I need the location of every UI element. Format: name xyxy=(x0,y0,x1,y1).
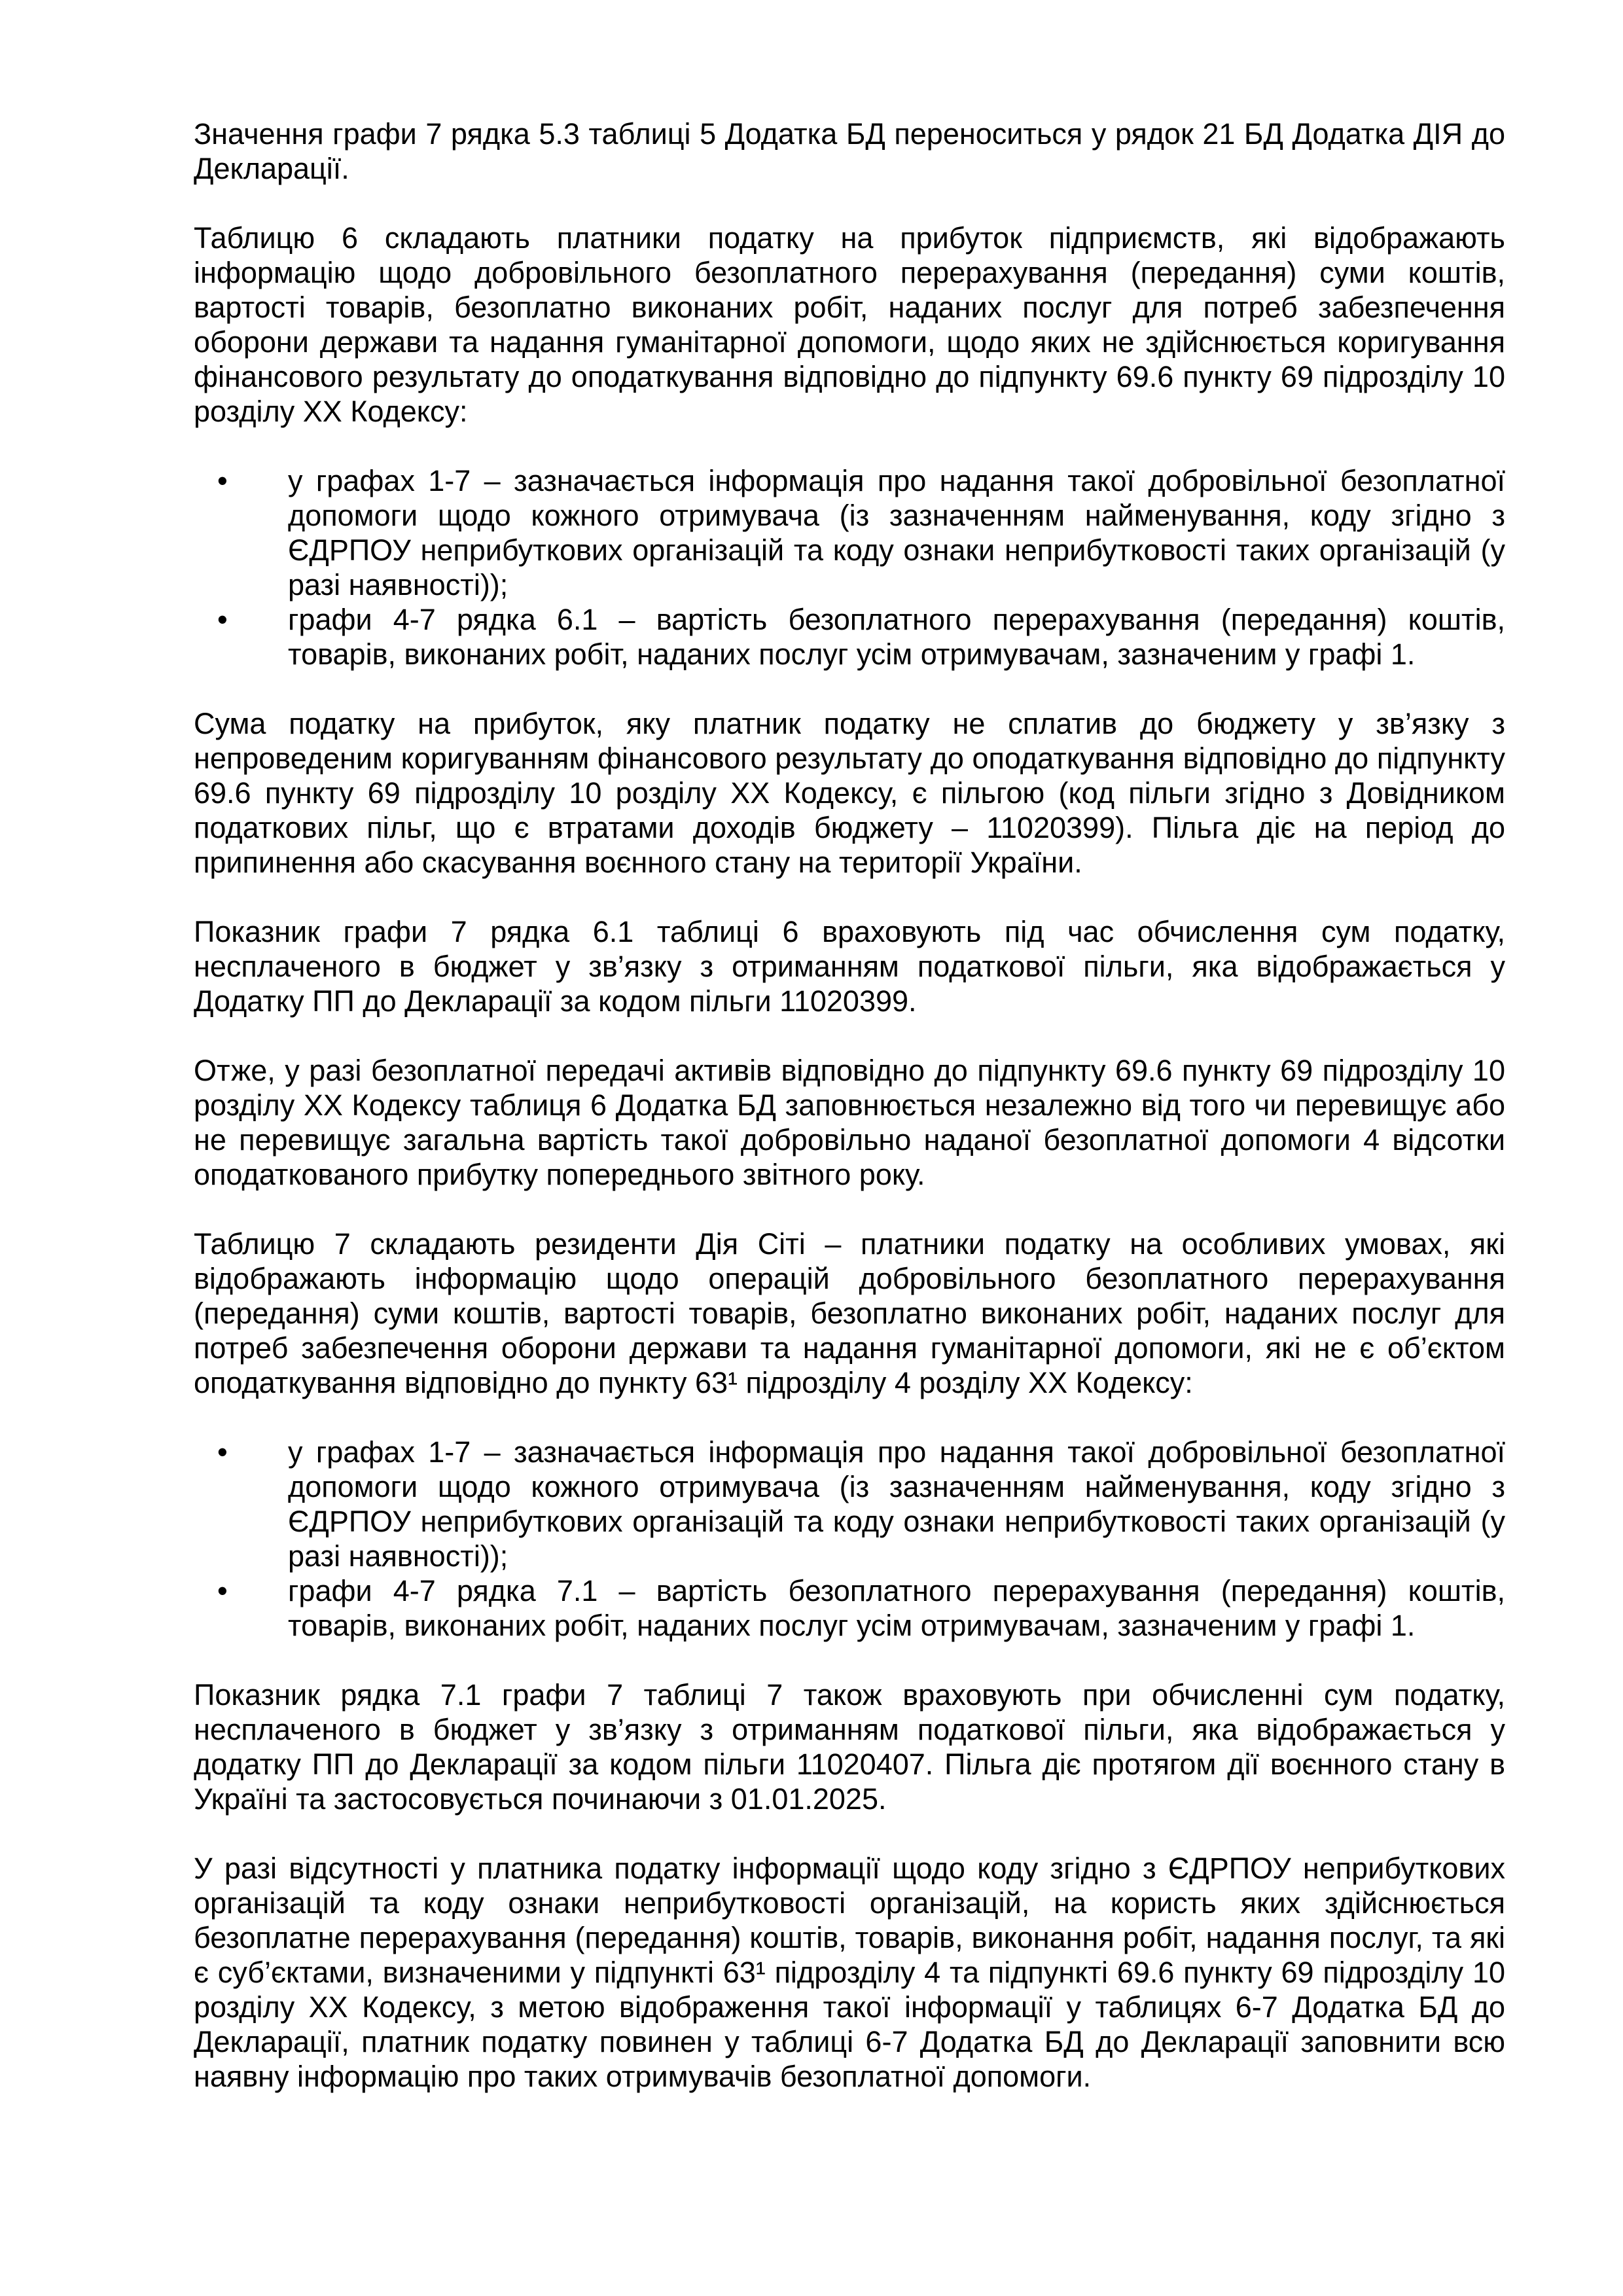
list-item-table6-row-6-1 xyxy=(194,602,1505,672)
paragraph-row21-transfer: Значення графи 7 рядка 5.3 таблиці 5 Додатка БД переноситься у рядок 21 БД Додатка ДІЯ до Декларації. xyxy=(194,117,1505,185)
bullet-icon: • xyxy=(217,464,228,497)
list-item-text: у графах 1-7 – зазначається інформація про надання такої добровільної безоплатної допомоги щодо кожного отримувача (із зазначенням найменування, коду згідно з ЄДРПОУ неприбуткових організацій та коду ознаки неприбутковості таких організацій (у разі наявності)); xyxy=(288,464,1505,601)
bullet-icon: • xyxy=(217,603,228,636)
paragraph-table6-intro: Таблицю 6 складають платники податку на прибуток підприємств, які відображають інформацію щодо добровільного безоплатного перерахування (передання) суми коштів, вартості товарів, безоплатно виконаних робіт, наданих послуг для потреб забезпечення оборони держави та надання гуманітарної допомоги, щодо яких не здійснюється коригування фінансового результату до оподаткування відповідно до підпункту 69.6 пункту 69 підрозділу 10 розділу ХХ Кодексу: xyxy=(194,221,1505,428)
paragraph-conclusion-table6: Отже, у разі безоплатної передачі активів відповідно до підпункту 69.6 пункту 69 підрозділу 10 розділу ХХ Кодексу таблиця 6 Додатка БД заповнюється незалежно від того чи перевищує або не перевищує загальна вартість такої добровільно наданої безоплатної допомоги 4 відсотки оподаткованого прибутку попереднього звітного року. xyxy=(194,1054,1505,1191)
paragraph-indicator-7-1: Показник рядка 7.1 графи 7 таблиці 7 також враховують при обчисленні сум податку, несплаченого в бюджет у зв’язку з отриманням податкової пільги, яка відображається у додатку ПП до Декларації за кодом пільги 11020407. Пільга діє протягом дії воєнного стану в Україні та застосовується починаючи з 01.01.2025. xyxy=(194,1678,1505,1816)
list-item-table7-row-7-1 xyxy=(194,1573,1505,1643)
bullet-icon: • xyxy=(217,1435,228,1469)
paragraph-missing-edrpou-info: У разі відсутності у платника податку інформації щодо коду згідно з ЄДРПОУ неприбуткових організацій та коду ознаки неприбутковості організацій, на користь яких здійснюється безоплатне перерахування (передання) коштів, товарів, виконання робіт, надання послуг, та які є суб’єктами, визначеними у підпункті 63¹ підрозділу 4 та підпункті 69.6 пункту 69 підрозділу 10 розділу ХХ Кодексу, з метою відображення такої інформації у таблицях 6-7 Додатка БД до Декларації, платник податку повинен у таблиці 6-7 Додатка БД до Декларації заповнити всю наявну інформацію про таких отримувачів безоплатної допомоги. xyxy=(194,1852,1505,2093)
bullet-icon: • xyxy=(217,1574,228,1607)
list-item-table7-graphs-1-7 xyxy=(194,1435,1505,1573)
list-table6-columns xyxy=(194,463,1505,672)
list-item-text: графи 4-7 рядка 7.1 – вартість безоплатного перерахування (передання) коштів, товарів, виконаних робіт, наданих послуг усім отримувачам, зазначеним у графі 1. xyxy=(288,1574,1505,1642)
paragraph-table7-intro: Таблицю 7 складають резиденти Дія Сіті – платники податку на особливих умовах, які відображають інформацію щодо операцій добровільного безоплатного перерахування (передання) суми коштів, вартості товарів, безоплатно виконаних робіт, наданих послуг для потреб забезпечення оборони держави та надання гуманітарної допомоги, які не є об’єктом оподаткування відповідно до пункту 63¹ підрозділу 4 розділу ХХ Кодексу: xyxy=(194,1227,1505,1399)
paragraph-indicator-6-1: Показник графи 7 рядка 6.1 таблиці 6 враховують під час обчислення сум податку, несплаченого в бюджет у зв’язку з отриманням податкової пільги, яка відображається у Додатку ПП до Декларації за кодом пільги 11020399. xyxy=(194,915,1505,1018)
list-item-table6-graphs-1-7 xyxy=(194,463,1505,602)
paragraph-benefit-11020399: Сума податку на прибуток, яку платник податку не сплатив до бюджету у зв’язку з непроведеним коригуванням фінансового результату до оподаткування відповідно до підпункту 69.6 пункту 69 підрозділу 10 розділу ХХ Кодексу, є пільгою (код пільги згідно з Довідником податкових пільг, що є втратами доходів бюджету – 11020399). Пільга діє на період до припинення або скасування воєнного стану на території України. xyxy=(194,707,1505,879)
document-content xyxy=(194,117,1505,2128)
list-item-text: у графах 1-7 – зазначається інформація про надання такої добровільної безоплатної допомоги щодо кожного отримувача (із зазначенням найменування, коду згідно з ЄДРПОУ неприбуткових організацій та коду ознаки неприбутковості таких організацій (у разі наявності)); xyxy=(288,1435,1505,1573)
list-item-text: графи 4-7 рядка 6.1 – вартість безоплатного перерахування (передання) коштів, товарів, виконаних робіт, наданих послуг усім отримувачам, зазначеним у графі 1. xyxy=(288,603,1505,671)
list-table7-columns xyxy=(194,1435,1505,1643)
